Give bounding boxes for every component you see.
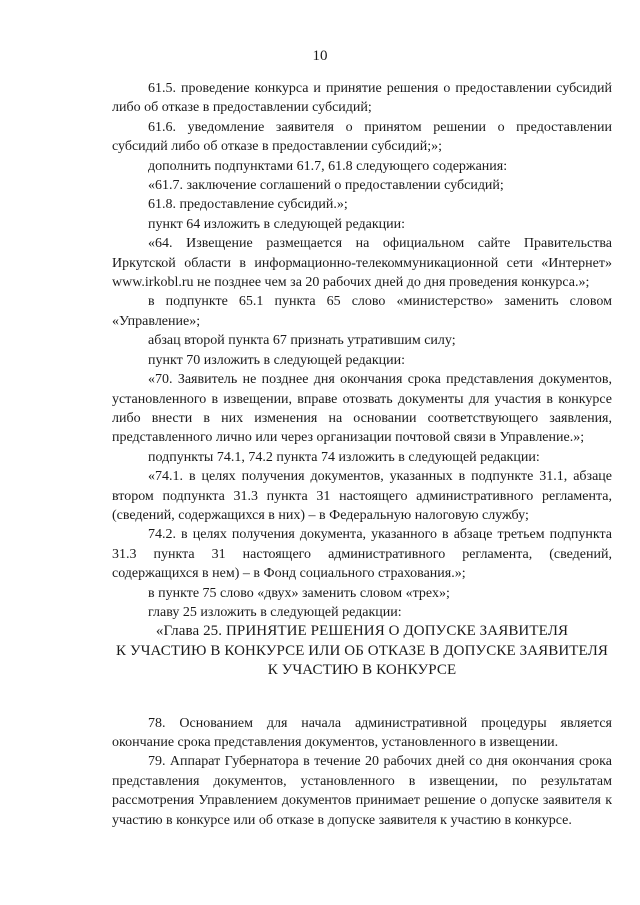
paragraph-65-1: в подпункте 65.1 пункта 65 слово «министерство» заменить словом «Управление»; [112,294,612,329]
paragraph-61-6: 61.6. уведомление заявителя о принятом решении о предоставлении субсидий либо об отказе в предоставлении субсидий;»; [112,119,612,155]
paragraph-64: «64. Извещение размещается на официальном сайте Правительства Иркутской области в информационно-телекоммуникационной сети «Интернет» www.irkobl.ru не позднее чем за 20 рабочих дней до дня проведения конкурса.»; [112,236,612,291]
chapter-heading-line-3: К УЧАСТИЮ В КОНКУРСЕ [267,662,457,679]
paragraph-74-intro: подпункты 74.1, 74.2 пункта 74 изложить в следующей редакции: [148,449,540,465]
paragraph-74-2: 74.2. в целях получения документа, указанного в абзаце третьем подпункта 31.3 пункта 31 настоящего административного регламента, (сведений, содержащихся в нем) – в Фонд социального страхования.»; [112,527,612,582]
section-spacer [112,681,612,714]
paragraph-chapter-25-intro: главу 25 изложить в следующей редакции: [148,604,402,620]
paragraph-79: 79. Аппарат Губернатора в течение 20 рабочих дней со дня окончания срока представления документов, установленного в извещении, по результатам рассмотрения Управлением документов принимает решение о допуске заявителя к участию в конкурсе или об отказе в допуске заявителя к участию в конкурсе. [112,754,612,828]
paragraph-61-8: 61.8. предоставление субсидий.»; [148,197,348,213]
paragraph-74-1: «74.1. в целях получения документов, указанных в подпункте 31.1, абзаце втором подпункта 31.3 пункта 31 настоящего административного регламента, (сведений, содержащихся в них) – в Федеральную налоговую службу; [112,469,612,523]
paragraph-67: абзац второй пункта 67 признать утратившим силу; [148,333,456,349]
chapter-heading [100,622,624,680]
paragraph-61-7: «61.7. заключение соглашений о предоставлении субсидий; [148,178,504,194]
document-body [112,79,612,830]
chapter-heading-line-1: «Глава 25. ПРИНЯТИЕ РЕШЕНИЯ О ДОПУСКЕ ЗАЯВИТЕЛЯ [155,623,569,640]
paragraph-add-subpoints: дополнить подпунктами 61.7, 61.8 следующего содержания: [148,158,508,174]
paragraph-point-64-intro: пункт 64 изложить в следующей редакции: [148,216,405,232]
paragraph-75: в пункте 75 слово «двух» заменить словом «трех»; [148,585,450,601]
chapter-heading-line-2: К УЧАСТИЮ В КОНКУРСЕ ИЛИ ОБ ОТКАЗЕ В ДОПУСКЕ ЗАЯВИТЕЛЯ [116,642,608,659]
paragraph-70: «70. Заявитель не позднее дня окончания срока представления документов, установленного в извещении, вправе отозвать документы для участия в конкурсе либо внести в них изменения на основании соответствующего заявления, представленного лично или через организации почтовой связи в Управление.»; [112,372,612,446]
paragraph-point-70-intro: пункт 70 изложить в следующей редакции: [148,352,405,368]
page-number: 10 [312,48,328,64]
paragraph-78: 78. Основанием для начала административной процедуры является окончание срока представления документов, установленного в извещении. [112,715,612,750]
paragraph-61-5: 61.5. проведение конкурса и принятие решения о предоставлении субсидий либо об отказе в предоставлении субсидий; [112,81,612,116]
